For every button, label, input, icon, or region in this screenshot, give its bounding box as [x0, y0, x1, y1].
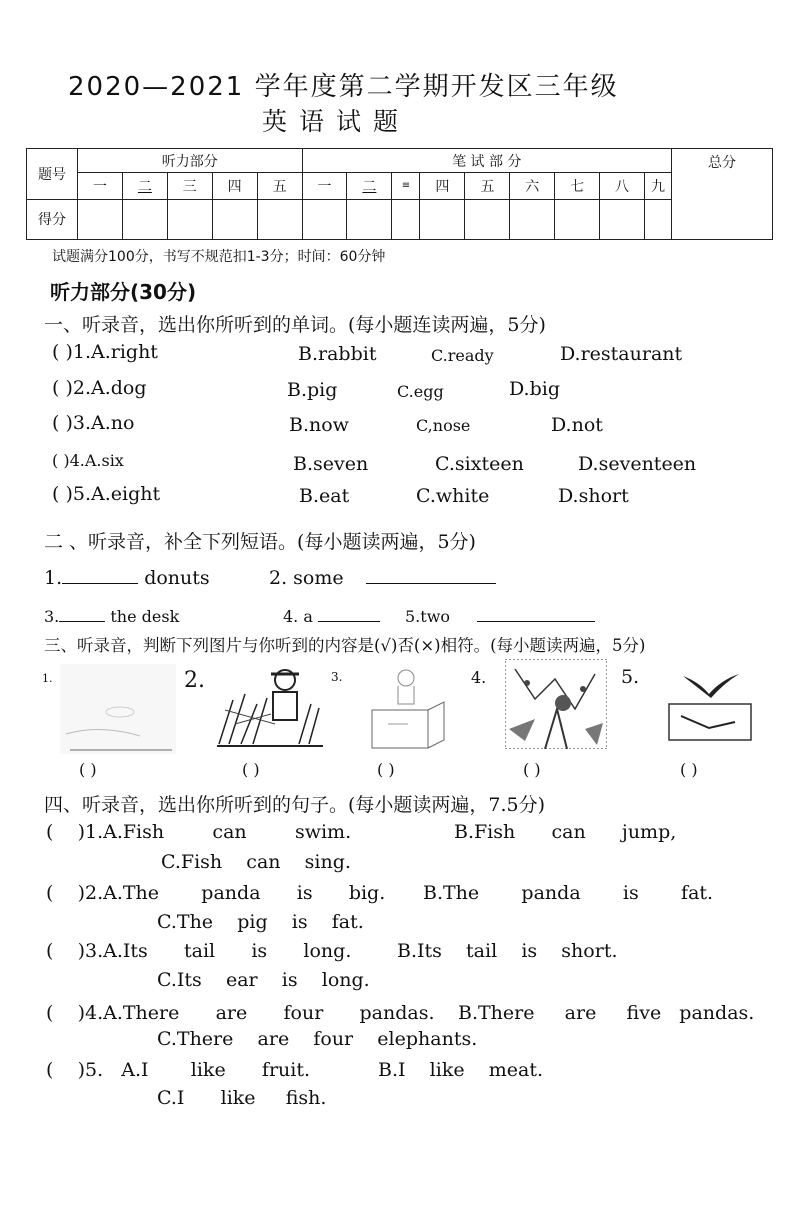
row-label-number: 题号 [27, 149, 78, 200]
col-header: ≡ [392, 173, 420, 199]
score-cell[interactable] [212, 199, 257, 239]
col-header: 三 [167, 173, 212, 199]
p1-q4-d: D.seventeen [578, 453, 697, 475]
p1-q3-c: C,nose [416, 416, 471, 435]
p1-q2-num: ( )2.A.dog [52, 377, 147, 399]
score-cell[interactable] [347, 199, 392, 239]
p1-q5-c: C.white [416, 485, 490, 507]
p2-q1-num: 1. [44, 567, 63, 589]
p3-num-1: 1. [42, 672, 53, 685]
listen-group-header: 听力部分 [78, 149, 303, 173]
row-label-score: 得分 [27, 199, 78, 239]
part3-heading: 三、听录音，判断下列图片与你听到的内容是(√)否(×)相符。(每小题读两遍，5分) [44, 636, 646, 655]
listening-title: 听力部分(30分) [50, 280, 197, 304]
p1-q2-c: C.egg [397, 382, 444, 401]
part2-heading: 二 、听录音，补全下列短语。(每小题读两遍，5分) [44, 531, 476, 553]
p2-q2-text: 2. some [269, 567, 344, 589]
p1-q1-d: D.restaurant [560, 343, 683, 365]
p3-answer-5[interactable]: ( ) [680, 760, 698, 779]
p1-q2-b: B.pig [287, 379, 338, 401]
p3-num-2: 2. [184, 668, 205, 693]
p2-q2-blank[interactable] [366, 567, 496, 584]
col-header: 六 [510, 173, 555, 199]
fish-picture [60, 664, 176, 754]
p1-q1-c: C.ready [431, 346, 494, 365]
p2-q1 [44, 567, 210, 589]
p2-q5 [405, 607, 595, 626]
score-cell[interactable] [392, 199, 420, 239]
p4-q2-b: B.The panda is fat. [423, 882, 714, 904]
score-cell[interactable] [645, 199, 672, 239]
p3-answer-3[interactable]: ( ) [377, 760, 395, 779]
p4-q4-a: ( )4.A.There are four pandas. [46, 1002, 435, 1024]
score-cell[interactable] [302, 199, 347, 239]
p2-q5-blank[interactable] [477, 607, 595, 622]
col-header: 九 [645, 173, 672, 199]
p1-q4-c: C.sixteen [435, 453, 524, 475]
farmer-picture [215, 664, 325, 748]
write-group-header: 笔 试 部 分 [302, 149, 671, 173]
p4-q5-a: ( )5. A.I like fruit. [46, 1059, 311, 1081]
col-header: 二 [347, 173, 392, 199]
tree-bird-picture [505, 659, 607, 749]
p2-q3-word: the desk [110, 607, 180, 626]
exam-subtitle: 英语试题 [262, 107, 411, 136]
p4-q1-a: ( )1.A.Fish can swim. [46, 821, 352, 843]
p2-q2 [269, 567, 496, 589]
score-cell[interactable] [167, 199, 212, 239]
p3-answer-4[interactable]: ( ) [523, 760, 541, 779]
p4-q1-b: B.Fish can jump, [454, 821, 677, 843]
p4-q3-a: ( )3.A.Its tail is long. [46, 940, 352, 962]
score-cell[interactable] [600, 199, 645, 239]
col-header: 二 [122, 173, 167, 199]
col-header: 一 [302, 173, 347, 199]
p1-q3-b: B.now [289, 414, 349, 436]
col-header: 四 [212, 173, 257, 199]
p2-q4-blank[interactable] [318, 607, 380, 622]
score-cell[interactable] [122, 199, 167, 239]
total-header: 总分 [672, 149, 773, 240]
p1-q1-num: ( )1.A.right [52, 341, 158, 363]
part1-heading: 一、听录音，选出你所听到的单词。(每小题连读两遍，5分) [44, 314, 546, 336]
p2-q1-blank[interactable] [62, 567, 138, 584]
col-header: 五 [465, 173, 510, 199]
p1-q5-b: B.eat [299, 485, 350, 507]
p1-q3-num: ( )3.A.no [52, 412, 135, 434]
score-cell[interactable] [420, 199, 465, 239]
exam-note: 试题满分100分，书写不规范扣1-3分；时间：60分钟 [52, 249, 386, 265]
score-cell[interactable] [78, 199, 123, 239]
p3-answer-1[interactable]: ( ) [79, 760, 97, 779]
p4-q1-c: C.Fish can sing. [161, 851, 351, 873]
p3-num-3: 3. [331, 670, 343, 684]
score-cell[interactable] [465, 199, 510, 239]
p2-q3 [44, 607, 179, 626]
col-header: 七 [555, 173, 600, 199]
p1-q1-b: B.rabbit [298, 343, 377, 365]
col-header: 五 [257, 173, 302, 199]
p1-q3-d: D.not [551, 414, 603, 436]
p3-num-5: 5. [621, 666, 640, 688]
col-header: 一 [78, 173, 123, 199]
p4-q2-a: ( )2.A.The panda is big. [46, 882, 386, 904]
p1-q5-num: ( )5.A.eight [52, 483, 161, 505]
p2-q5-text: 5.two [405, 607, 451, 626]
exam-title: 2020—2021 学年度第二学期开发区三年级 [68, 72, 619, 102]
p1-q4-b: B.seven [293, 453, 369, 475]
p2-q4-text: 4. a [283, 607, 313, 626]
p1-q4-num: ( )4.A.six [52, 451, 124, 470]
p2-q4 [283, 607, 380, 626]
score-cell[interactable] [510, 199, 555, 239]
p4-q4-c: C.There are four elephants. [157, 1028, 478, 1050]
birds-picture [665, 666, 755, 742]
col-header: 四 [420, 173, 465, 199]
p4-q3-c: C.Its ear is long. [157, 969, 370, 991]
score-cell[interactable] [555, 199, 600, 239]
score-cell[interactable] [257, 199, 302, 239]
p4-q5-b: B.I like meat. [378, 1059, 543, 1081]
p1-q5-d: D.short [558, 485, 629, 507]
p4-q3-b: B.Its tail is short. [397, 940, 618, 962]
p2-q3-num: 3. [44, 607, 60, 626]
p3-num-4: 4. [471, 668, 487, 687]
p2-q3-blank[interactable] [59, 607, 105, 622]
p2-q1-word: donuts [144, 567, 210, 589]
p4-q4-b: B.There are five pandas. [458, 1002, 755, 1024]
p3-answer-2[interactable]: ( ) [242, 760, 260, 779]
score-table [26, 148, 773, 240]
p4-q2-c: C.The pig is fat. [157, 911, 364, 933]
animal-box-picture [368, 664, 448, 750]
p4-q5-c: C.I like fish. [157, 1087, 327, 1109]
p1-q2-d: D.big [509, 378, 560, 400]
col-header: 八 [600, 173, 645, 199]
part4-heading: 四、听录音，选出你所听到的句子。(每小题读两遍，7.5分) [44, 794, 546, 816]
